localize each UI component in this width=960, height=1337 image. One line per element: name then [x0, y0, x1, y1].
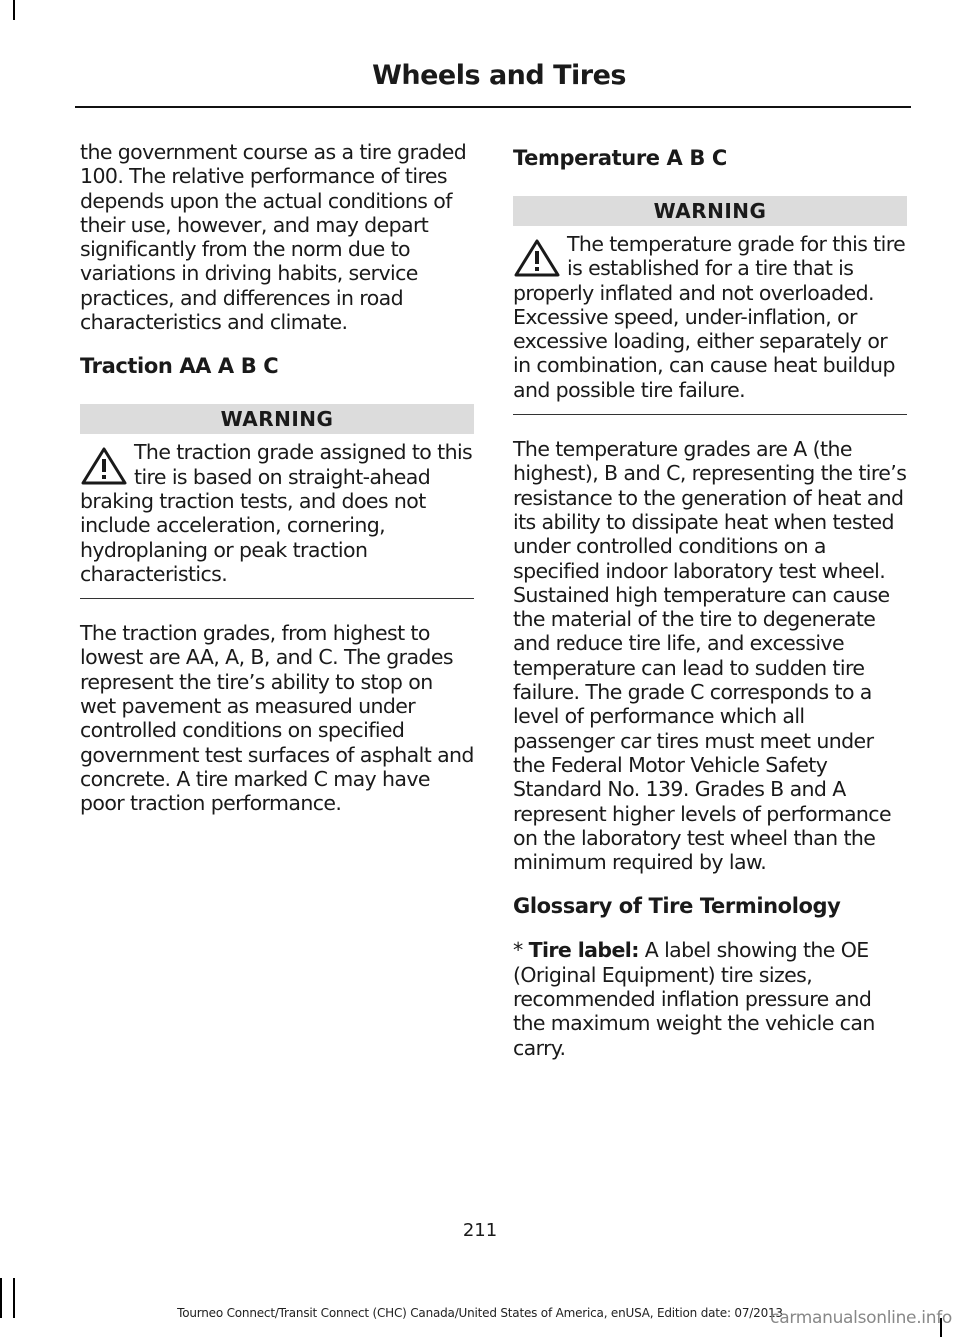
warning-box: [80, 440, 474, 599]
right-column: [513, 140, 907, 1074]
page-title: Wheels and Tires: [372, 60, 626, 91]
intro-paragraph: the government course as a tire graded 100. The relative performance of tires depends upon the actual conditions of their use, however, and may depart significantly from the norm due to variations in driving habits, service practices, and differences in road characteristics and climate.: [80, 140, 467, 335]
warning-triangle-icon: [513, 238, 561, 278]
warning-header: WARNING: [80, 404, 474, 434]
glossary-definition: A label showing the OE (Original Equipment) tire sizes, recommended inflation pressure and the maximum weight the vehicle can carry.: [513, 938, 875, 1060]
crop-mark: [13, 0, 15, 20]
warning-text: The traction grade assigned to this tire is based on straight-ahead braking traction tests, and does not include acceleration, cornering, hydroplaning or peak traction characteristics.: [80, 440, 473, 586]
left-column: [80, 140, 474, 830]
temperature-paragraph: The temperature grades are A (the highest), B and C, representing the tire’s resistance to the generation of heat and its ability to dissipate heat when tested under controlled conditions on a specified indoor laboratory test wheel. Sustained high temperature can cause the material of the tire to degenerate and reduce tire life, and excessive temperature can lead to sudden tire failure. The grade C corresponds to a level of performance which all passenger car tires must meet under the Federal Motor Vehicle Safety Standard No. 139. Grades B and A represent higher levels of performance on the laboratory test wheel than the minimum required by law.: [513, 437, 907, 875]
header-rule: [75, 106, 911, 108]
glossary-prefix: *: [513, 938, 529, 963]
glossary-entry: [513, 938, 907, 1059]
warning-text: The temperature grade for this tire is established for a tire that is properly inflated and not overloaded. Excessive speed, under-inflation, or excessive loading, either separately or in combination, can cause heat buildup and possible tire failure.: [513, 232, 906, 402]
temperature-heading: Temperature A B C: [513, 146, 727, 170]
page-number: 211: [462, 1220, 498, 1241]
watermark[interactable]: carmanualsonline.info: [770, 1308, 952, 1328]
glossary-heading: Glossary of Tire Terminology: [513, 894, 841, 919]
traction-paragraph: The traction grades, from highest to lowest are AA, A, B, and C. The grades represent the tire’s ability to stop on wet pavement as measured under controlled conditions on specified government test surfaces of asphalt and concrete. A tire marked C may have poor traction performance.: [80, 621, 474, 816]
footer-edition: Tourneo Connect/Transit Connect (CHC) Canada/United States of America, enUSA, Edition date: 07/2013: [177, 1306, 783, 1320]
warning-box: [513, 232, 907, 415]
warning-header: WARNING: [513, 196, 907, 226]
traction-heading: Traction AA A B C: [80, 354, 279, 379]
warning-triangle-icon: [80, 446, 128, 486]
glossary-term: Tire label:: [528, 938, 639, 963]
